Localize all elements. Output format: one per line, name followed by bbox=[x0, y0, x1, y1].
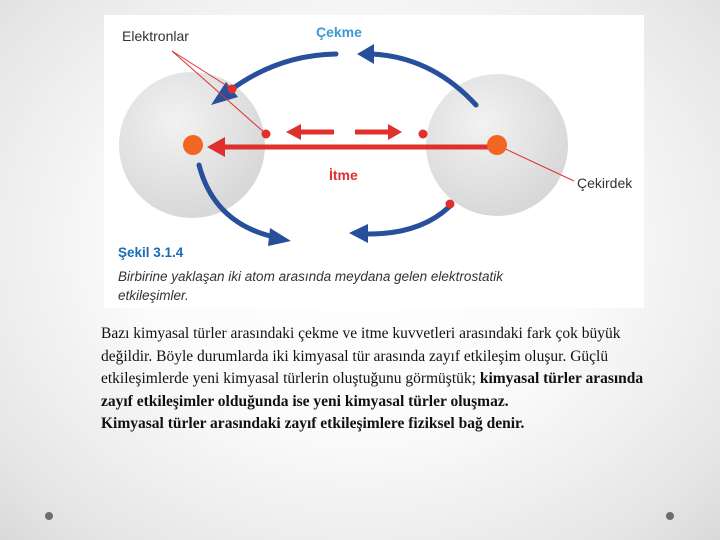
figure bbox=[104, 15, 644, 308]
attraction-arrow-top-left bbox=[232, 54, 336, 89]
left-nucleus bbox=[183, 135, 203, 155]
attraction-arrowhead-bottom-right bbox=[349, 224, 368, 243]
electron bbox=[262, 130, 271, 139]
attraction-arrowhead-bottom-left bbox=[268, 228, 291, 246]
repulsion-arrowhead-short-left bbox=[286, 124, 301, 140]
electron bbox=[228, 85, 237, 94]
slide-dot-right bbox=[666, 512, 674, 520]
attraction-label: Çekme bbox=[316, 24, 362, 40]
electron bbox=[419, 130, 428, 139]
body-text-bold: kimyasal türler arasında zayıf etkileşimler olduğunda ise yeni kimyasal türler oluşmaz. bbox=[101, 370, 644, 410]
figure-caption-text: Birbirine yaklaşan iki atom arasında meydana gelen elektrostatik etkileşimler. bbox=[118, 269, 503, 303]
slide-dot-left bbox=[45, 512, 53, 520]
electrons-label: Elektronlar bbox=[122, 28, 189, 44]
nucleus-label: Çekirdek bbox=[577, 175, 633, 191]
figure-caption-title: Şekil 3.1.4 bbox=[118, 245, 184, 260]
right-nucleus bbox=[487, 135, 507, 155]
body-text-normal: Bazı kimyasal türler arasındaki çekme ve itme kuvvetleri arasındaki fark çok büyük değildir. Böyle durumlarda iki kimyasal tür arasında zayıf etkileşim oluşur. Güçlü etkileşimlerde yeni kimyasal türlerin oluştuğunu görmüştük; bbox=[101, 325, 621, 388]
body-text-definition: Kimyasal türler arasındaki zayıf etkileşimlere fiziksel bağ denir. bbox=[101, 415, 525, 433]
atom-interaction-diagram bbox=[104, 15, 644, 308]
repulsion-label: İtme bbox=[329, 167, 358, 183]
attraction-arrowhead-top-right bbox=[357, 44, 374, 64]
body-paragraph bbox=[101, 323, 661, 436]
electron bbox=[446, 200, 455, 209]
repulsion-arrowhead-short-right bbox=[388, 124, 402, 140]
attraction-arrow-bottom-right bbox=[365, 207, 449, 234]
